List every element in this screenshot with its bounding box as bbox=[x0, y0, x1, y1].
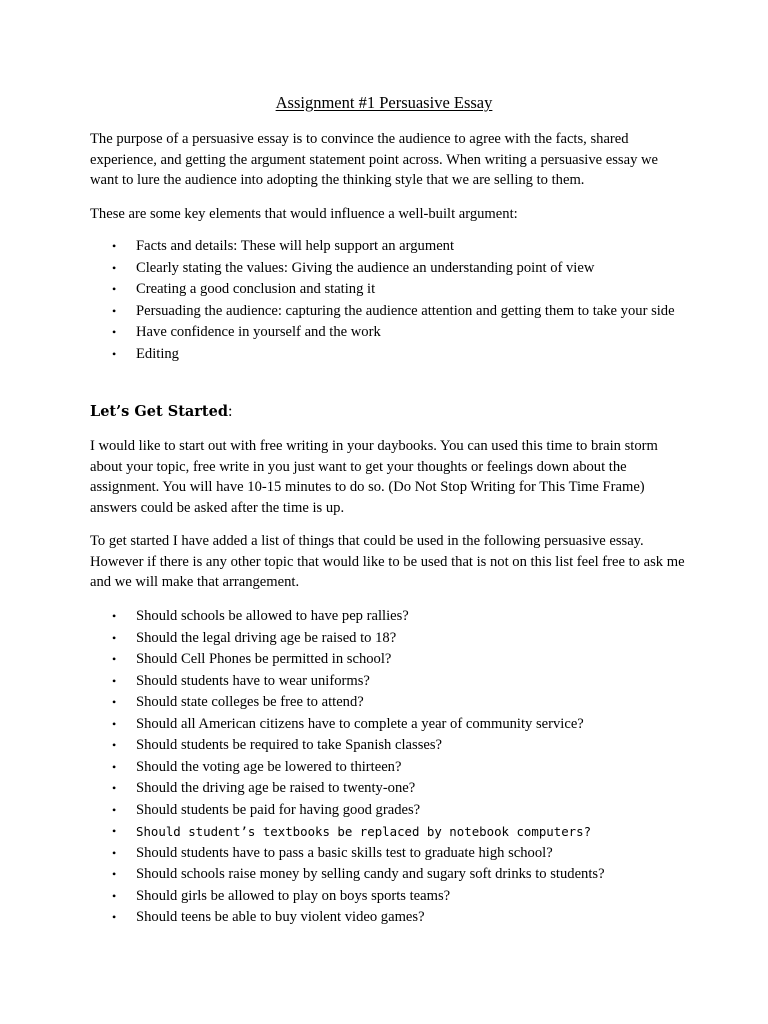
elements-intro: These are some key elements that would influence a well-built argument: bbox=[90, 206, 518, 222]
topics-list bbox=[90, 606, 690, 929]
key-elements-list bbox=[90, 236, 690, 365]
bullet-icon: • bbox=[112, 303, 117, 318]
list-item: • Should students be required to take Spanish classes? bbox=[90, 735, 690, 757]
list-item: • Should state colleges be free to attend? bbox=[90, 692, 690, 714]
list-item: • Should all American citizens have to complete a year of community service? bbox=[90, 714, 690, 736]
bullet-icon: • bbox=[112, 738, 117, 752]
bullet-icon: • bbox=[112, 239, 117, 253]
list-item: • Persuading the audience: capturing the audience attention and getting them to take your side bbox=[90, 301, 690, 323]
bullet-icon: • bbox=[112, 781, 117, 795]
bullet-icon: • bbox=[112, 609, 117, 623]
topics-intro: To get started I have added a list of things that could be used in the following persuasive essay. However if there is any other topic that would like to be used that is not on this list feel free to ask me and we will make that arrangement. bbox=[90, 533, 685, 590]
freewrite-paragraph: I would like to start out with free writing in your daybooks. You can used this time to brain storm about your topic, free write in you just want to get your thoughts or feelings down about the assignment. You will have 10-15 minutes to do so. (Do Not Stop Writing for This Time Frame) answers could be asked after the time is up. bbox=[90, 438, 658, 516]
bullet-icon: • bbox=[112, 802, 117, 817]
bullet-icon: • bbox=[112, 867, 117, 881]
list-item: • Should students have to pass a basic skills test to graduate high school? bbox=[90, 843, 690, 865]
bullet-icon: • bbox=[112, 260, 117, 275]
bullet-icon: • bbox=[112, 716, 117, 731]
list-item: • Should Cell Phones be permitted in school? bbox=[90, 649, 690, 671]
list-item: • Should students be paid for having good grades? bbox=[90, 800, 690, 822]
bullet-icon: • bbox=[112, 888, 117, 903]
bullet-icon: • bbox=[112, 824, 117, 838]
list-item: • Should schools be allowed to have pep rallies? bbox=[90, 606, 690, 628]
list-item: • Should the voting age be lowered to thirteen? bbox=[90, 757, 690, 779]
page-title-text: Assignment #1 Persuasive Essay bbox=[275, 93, 493, 112]
bullet-icon: • bbox=[112, 630, 117, 645]
list-item: • Should teens be able to buy violent video games? bbox=[90, 907, 690, 929]
section-heading bbox=[90, 401, 232, 423]
section-heading-colon: : bbox=[228, 403, 233, 420]
bullet-icon: • bbox=[112, 759, 117, 774]
list-item: • Should students have to wear uniforms? bbox=[90, 671, 690, 693]
page-title bbox=[0, 93, 768, 113]
list-item: • Should girls be allowed to play on boys sports teams? bbox=[90, 886, 690, 908]
list-item: • Creating a good conclusion and stating it bbox=[90, 279, 690, 301]
bullet-icon: • bbox=[112, 652, 117, 666]
bullet-icon: • bbox=[112, 673, 117, 688]
list-item: • Should the driving age be raised to twenty-one? bbox=[90, 778, 690, 800]
list-item: • Should schools raise money by selling candy and sugary soft drinks to students? bbox=[90, 864, 690, 886]
list-item: • Editing bbox=[90, 344, 690, 366]
bullet-icon: • bbox=[112, 282, 117, 296]
intro-paragraph: The purpose of a persuasive essay is to convince the audience to agree with the facts, shared experience, and getting the argument statement point across. When writing a persuasive essay we want to lure the audience into adopting the thinking style that we are selling to them. bbox=[90, 131, 659, 188]
bullet-icon: • bbox=[112, 346, 117, 361]
list-item: • Clearly stating the values: Giving the audience an understanding point of view bbox=[90, 258, 690, 280]
bullet-icon: • bbox=[112, 695, 117, 709]
list-item: • Should student’s textbooks be replaced by notebook computers? bbox=[90, 821, 690, 843]
bullet-icon: • bbox=[112, 910, 117, 924]
bullet-icon: • bbox=[112, 325, 117, 339]
section-heading-text: Let’s Get Started bbox=[90, 403, 228, 420]
list-item: • Have confidence in yourself and the work bbox=[90, 322, 690, 344]
list-item: • Facts and details: These will help support an argument bbox=[90, 236, 690, 258]
list-item: • Should the legal driving age be raised to 18? bbox=[90, 628, 690, 650]
bullet-icon: • bbox=[112, 845, 117, 860]
